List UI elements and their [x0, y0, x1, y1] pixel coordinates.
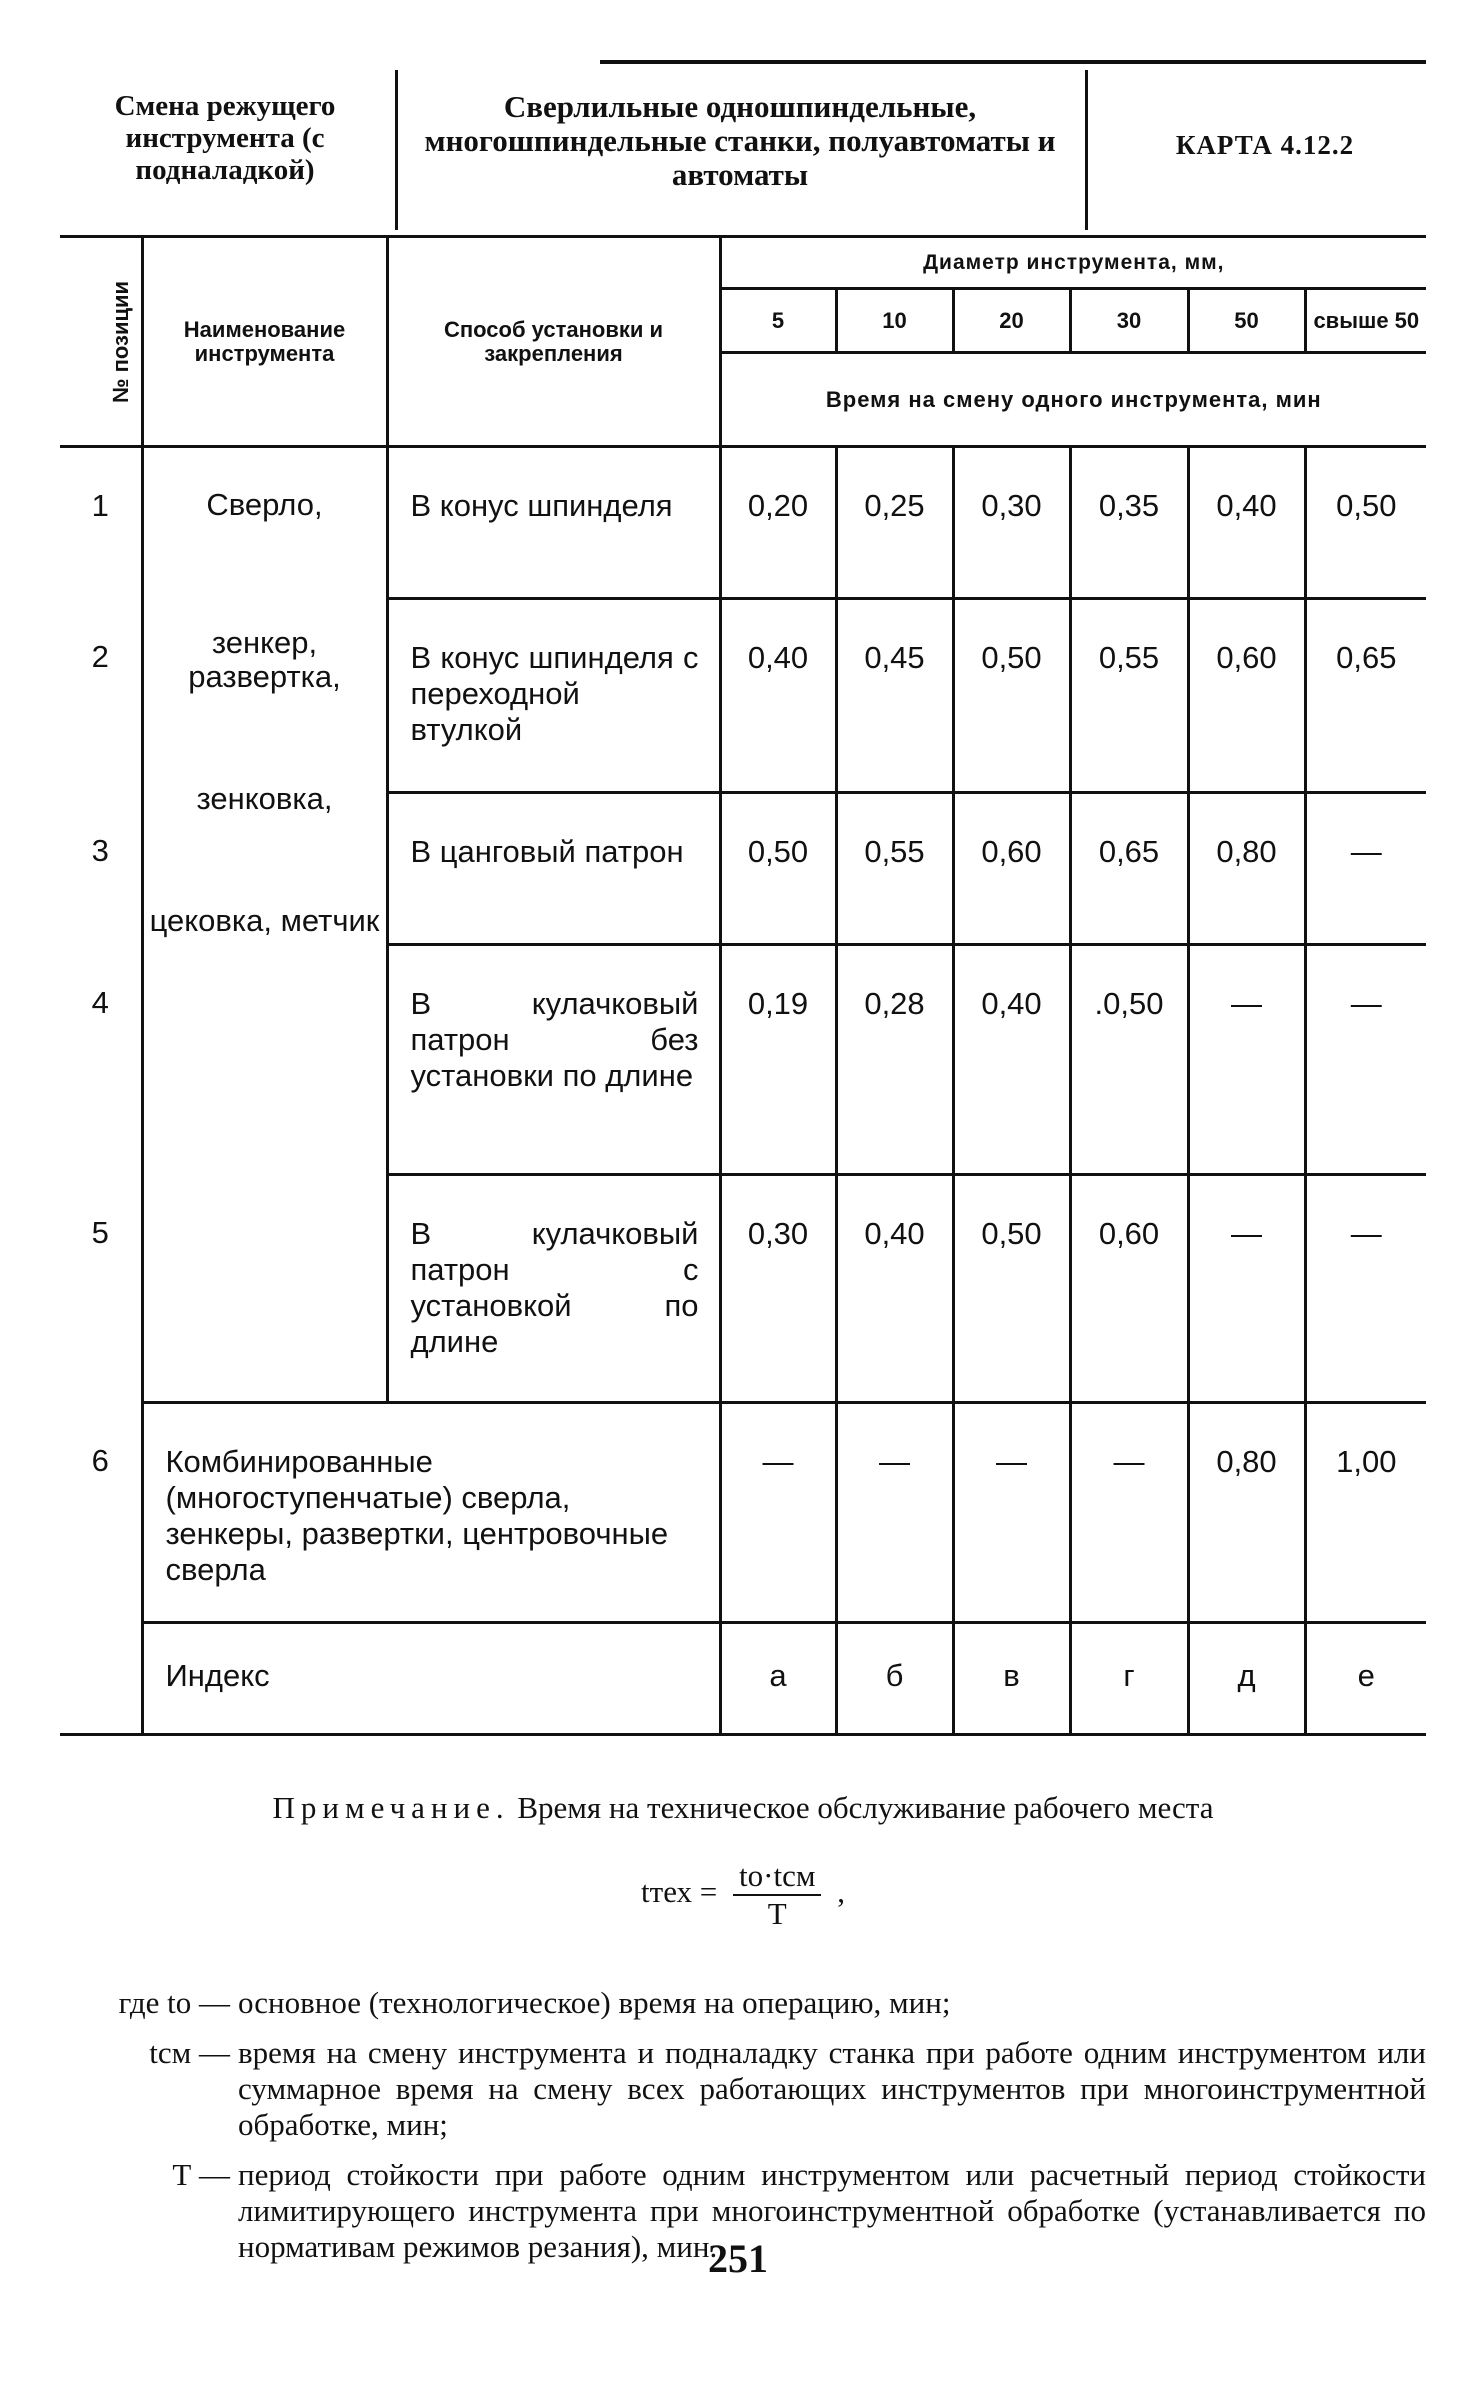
- definition-label: Т —: [172, 2157, 230, 2192]
- value-cell: —: [1070, 1403, 1188, 1623]
- value-cell: —: [1188, 1175, 1305, 1403]
- value-cell: 0,60: [1188, 599, 1305, 793]
- formula-numerator: tо·tсм: [733, 1858, 821, 1896]
- tool-name: Сверло,: [206, 487, 323, 522]
- row-number: 1: [60, 447, 142, 599]
- value-cell: 0,80: [1188, 793, 1305, 945]
- definition-text: период стойкости при работе одним инструментом или расчетный период стойкости лимитирующего инструмента при многоинструментной обработке (устанавливается по нормативам режимов резания), мин.: [238, 2157, 1426, 2264]
- value-cell: 0,40: [1188, 447, 1305, 599]
- value-cell: 0,50: [953, 599, 1070, 793]
- tool-name: зенкер, развертка,: [188, 625, 341, 694]
- formula-fraction: [733, 1858, 821, 1932]
- index-cell: в: [953, 1623, 1070, 1735]
- tool-name: цековка, метчик: [149, 903, 380, 938]
- value-cell: 0,30: [953, 447, 1070, 599]
- header-diameter: Диаметр инструмента, мм,: [720, 237, 1426, 289]
- value-cell: —: [1305, 945, 1426, 1175]
- definition-label: tсм —: [149, 2035, 230, 2070]
- header-time: Время на смену одного инструмента, мин: [720, 353, 1426, 447]
- index-cell: г: [1070, 1623, 1188, 1735]
- header-divider: [395, 70, 398, 230]
- value-cell: 0,25: [836, 447, 953, 599]
- value-cell: 0,40: [953, 945, 1070, 1175]
- value-cell: 0,50: [720, 793, 836, 945]
- header-number: № позиции: [60, 237, 142, 447]
- note-label: Примечание.: [272, 1790, 510, 1825]
- value-cell: 0,28: [836, 945, 953, 1175]
- value-cell: 0,19: [720, 945, 836, 1175]
- formula: [60, 1858, 1426, 1932]
- formula-lhs: tтех =: [641, 1874, 718, 1910]
- value-cell: 0,55: [1070, 599, 1188, 793]
- header-left-title: Смена режущего инструмента (с подналадкой): [114, 90, 336, 186]
- row-number: 3: [60, 793, 142, 945]
- value-cell: .0,50: [1070, 945, 1188, 1175]
- page-number: 251: [708, 2236, 768, 2281]
- card-label: КАРТА 4.12.2: [1175, 130, 1355, 160]
- value-cell: 0,40: [720, 599, 836, 793]
- method-cell: В конус шпинделя с переходной втулкой: [387, 599, 720, 793]
- value-cell: —: [1188, 945, 1305, 1175]
- table-row: [60, 447, 1426, 599]
- value-cell: 0,60: [953, 793, 1070, 945]
- tool-change-table: [60, 235, 1426, 1736]
- definition-item: [80, 1985, 1426, 2021]
- row-number: 6: [60, 1403, 142, 1623]
- definition-item: [80, 2035, 1426, 2143]
- value-cell: —: [953, 1403, 1070, 1623]
- value-cell: 0,50: [1305, 447, 1426, 599]
- value-cell: —: [720, 1403, 836, 1623]
- method-cell: В кулачковый патрон с установкой по длине: [387, 1175, 720, 1403]
- header-method: Способ установки и закрепления: [387, 237, 720, 447]
- value-cell: —: [1305, 1175, 1426, 1403]
- method-cell: В кулачковый патрон без установки по длине: [387, 945, 720, 1175]
- card-header: [60, 60, 1426, 235]
- diameter-30: 30: [1070, 289, 1188, 353]
- value-cell: 0,60: [1070, 1175, 1188, 1403]
- value-cell: 0,65: [1070, 793, 1188, 945]
- tool-name-cell: [142, 447, 387, 1403]
- row-number: 2: [60, 599, 142, 793]
- formula-denominator: Т: [767, 1896, 787, 1931]
- table-row-combined: [60, 1403, 1426, 1623]
- diameter-20: 20: [953, 289, 1070, 353]
- note-text: Время на техническое обслуживание рабочего места: [517, 1790, 1214, 1825]
- header-divider: [1085, 70, 1088, 230]
- diameter-10: 10: [836, 289, 953, 353]
- value-cell: —: [1305, 793, 1426, 945]
- value-cell: 0,45: [836, 599, 953, 793]
- row-number: 5: [60, 1175, 142, 1403]
- table-row-index: [60, 1623, 1426, 1735]
- value-cell: 0,20: [720, 447, 836, 599]
- value-cell: 0,65: [1305, 599, 1426, 793]
- value-cell: —: [836, 1403, 953, 1623]
- value-cell: 0,40: [836, 1175, 953, 1403]
- index-cell: а: [720, 1623, 836, 1735]
- header-top-rule: [600, 60, 1426, 64]
- formula-tail: ,: [837, 1874, 845, 1910]
- definition-text: время на смену инструмента и подналадку станка при работе одним инструментом или суммарное время на смену всех работающих инструментов при многоинструментной обработке, мин;: [238, 2035, 1426, 2142]
- method-cell: В конус шпинделя: [387, 447, 720, 599]
- index-cell: д: [1188, 1623, 1305, 1735]
- value-cell: 0,80: [1188, 1403, 1305, 1623]
- value-cell: 0,50: [953, 1175, 1070, 1403]
- value-cell: 0,35: [1070, 447, 1188, 599]
- value-cell: 0,55: [836, 793, 953, 945]
- diameter-5: 5: [720, 289, 836, 353]
- diameter-50: 50: [1188, 289, 1305, 353]
- combined-tool-name: Комбинированные (многоступенчатые) сверла, зенкеры, развертки, центровочные сверла: [142, 1403, 720, 1623]
- index-label: Индекс: [142, 1623, 720, 1735]
- tool-name: зенковка,: [196, 781, 333, 816]
- definition-label: где tо —: [118, 1985, 230, 2020]
- method-cell: В цанговый патрон: [387, 793, 720, 945]
- diameter-over-50: свыше 50: [1305, 289, 1426, 353]
- row-number: 4: [60, 945, 142, 1175]
- value-cell: 0,30: [720, 1175, 836, 1403]
- header-center-title: Сверлильные одношпиндельные, многошпиндельные станки, полуавтоматы и автоматы: [424, 89, 1056, 192]
- index-cell: е: [1305, 1623, 1426, 1735]
- header-tool-name: Наименование инструмента: [142, 237, 387, 447]
- value-cell: 1,00: [1305, 1403, 1426, 1623]
- index-cell: б: [836, 1623, 953, 1735]
- definition-text: основное (технологическое) время на операцию, мин;: [238, 1985, 951, 2020]
- note-heading: [60, 1790, 1426, 1826]
